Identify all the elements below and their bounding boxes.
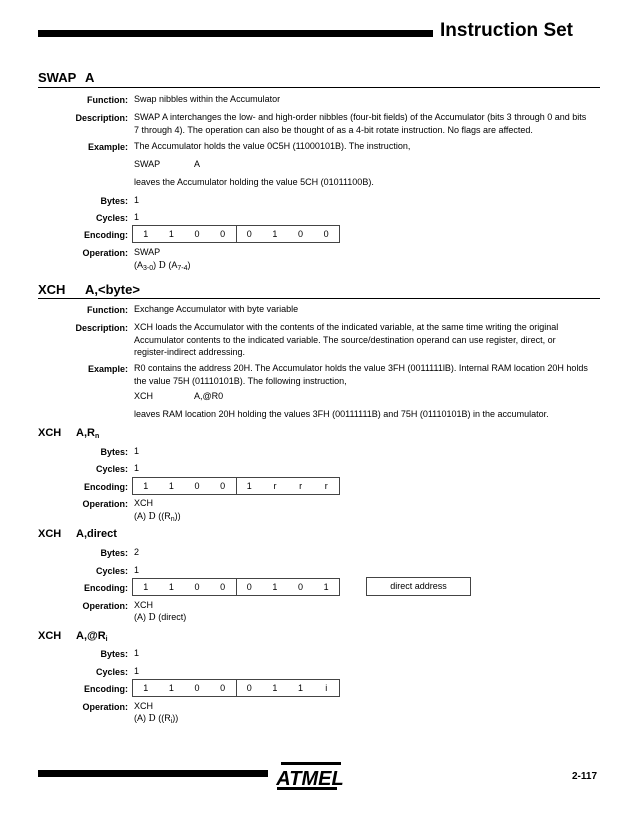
- encoding-bit: 0: [194, 582, 200, 592]
- swap-description: SWAP A interchanges the low- and high-order nibbles (four-bit fields) of the Accumulator (bits 3 through 0 and bits 7 through 4). The operation can also be thought of as a 4-bit rotate instruction. No flags are affected.: [134, 112, 587, 135]
- function-label: Function:: [87, 305, 128, 315]
- expr-part: ): [153, 260, 159, 270]
- xch-rn-operation-mnemonic: XCH: [134, 498, 154, 508]
- expr-part: (A): [134, 511, 149, 521]
- encoding-bit: 0: [236, 579, 263, 595]
- encoding-label: Encoding:: [84, 230, 128, 240]
- xch-example-code: [134, 390, 589, 403]
- encoding-bit: 0: [236, 226, 263, 242]
- cycles-label: Cycles:: [95, 667, 128, 677]
- expr-part: )): [172, 713, 179, 723]
- xch-direct-heading: [38, 528, 117, 540]
- xch-direct-operand: A,direct: [76, 528, 117, 540]
- logo-text: ATMEL: [276, 768, 344, 790]
- swap-heading: [38, 70, 95, 85]
- encoding-bit: 0: [298, 229, 304, 239]
- swap-example-result: leaves the Accumulator holding the value 5CH (01011100B).: [134, 177, 374, 187]
- swap-heading-operand: A: [85, 70, 95, 85]
- encoding-bit: 1: [168, 582, 174, 592]
- encoding-bit: i: [325, 683, 328, 693]
- xch-heading: [38, 282, 140, 297]
- bytes-label: Bytes:: [100, 196, 128, 206]
- expr-sub: n: [170, 516, 175, 523]
- encoding-bit: 1: [298, 683, 304, 693]
- xch-function: Exchange Accumulator with byte variable: [134, 304, 299, 314]
- encoding-bit: 0: [298, 582, 304, 592]
- code-mnemonic: SWAP: [134, 159, 161, 169]
- example-label: Example:: [87, 364, 128, 374]
- example-label: Example:: [87, 142, 128, 152]
- encoding-bit: 1: [168, 481, 174, 491]
- page-number: 2-117: [572, 771, 598, 782]
- cycles-label: Cycles:: [95, 566, 128, 576]
- expr-part: (direct): [155, 612, 187, 622]
- expr-part: ((R: [155, 713, 171, 723]
- cycles-label: Cycles:: [95, 464, 128, 474]
- xch-example-intro: R0 contains the address 20H. The Accumulator holds the value 3FH (0011111lB). Internal RAM location 20H holds the value 75H (01110101B). The following instruction,: [134, 363, 588, 386]
- swap-example-code: [134, 158, 589, 171]
- encoding-bit: 1: [168, 683, 174, 693]
- xch-heading-operand: A,<byte>: [85, 282, 140, 297]
- xch-rn-operation-expr: [134, 510, 589, 527]
- operation-label: Operation:: [82, 248, 128, 258]
- encoding-bit: 0: [323, 229, 329, 239]
- expr-part: (A: [165, 260, 178, 270]
- encoding-bit: 1: [272, 683, 278, 693]
- operation-label: Operation:: [82, 702, 128, 712]
- encoding-bit: 0: [220, 683, 226, 693]
- encoding-bit: 0: [194, 683, 200, 693]
- description-label: Description:: [75, 113, 128, 123]
- encoding-bit: 0: [194, 481, 200, 491]
- expr-sub: i: [170, 718, 173, 725]
- xch-heading-mnemonic: XCH: [38, 282, 66, 297]
- bytes-label: Bytes:: [100, 649, 128, 659]
- xch-ri-mnemonic: XCH: [38, 630, 62, 642]
- encoding-bit: r: [273, 481, 277, 491]
- swap-encoding: [132, 225, 340, 243]
- swap-bytes: 1: [134, 195, 140, 205]
- expr-part: (A): [134, 612, 149, 622]
- expr-part: (A: [134, 260, 143, 270]
- xch-ri-operation-mnemonic: XCH: [134, 701, 154, 711]
- encoding-bit: 1: [143, 582, 149, 592]
- encoding-bit: 1: [323, 582, 329, 592]
- swap-operation-mnemonic: SWAP: [134, 247, 161, 257]
- xch-rn-cycles: 1: [134, 463, 140, 473]
- operand-main: A,R: [76, 427, 95, 439]
- xch-direct-mnemonic: XCH: [38, 528, 62, 540]
- swap-function: Swap nibbles within the Accumulator: [134, 94, 281, 104]
- xch-ri-operation-expr: [134, 712, 589, 729]
- description-label: Description:: [75, 323, 128, 333]
- operand-sub: n: [94, 433, 100, 440]
- xch-direct-operation-mnemonic: XCH: [134, 600, 154, 610]
- swap-cycles: 1: [134, 212, 140, 222]
- bytes-label: Bytes:: [100, 548, 128, 558]
- encoding-bit: 0: [220, 229, 226, 239]
- operand-sub: i: [105, 636, 108, 643]
- encoding-label: Encoding:: [84, 684, 128, 694]
- operation-label: Operation:: [82, 499, 128, 509]
- section-rule: [38, 298, 600, 299]
- header-bar: [38, 30, 433, 37]
- atmel-logo: [275, 760, 345, 792]
- encoding-bit: 1: [272, 229, 278, 239]
- bytes-label: Bytes:: [100, 447, 128, 457]
- xch-direct-cycles: 1: [134, 565, 140, 575]
- xch-rn-operand: [76, 427, 99, 440]
- swap-operation-expr: [134, 259, 589, 276]
- encoding-label: Encoding:: [84, 482, 128, 492]
- xch-description: XCH loads the Accumulator with the contents of the indicated variable, at the same time writing the original Accumulator contents to the indicated variable. The source/destination operand can use register, direct, or register-indirect addressing.: [134, 322, 559, 357]
- encoding-bit: r: [299, 481, 303, 491]
- xch-rn-bytes: 1: [134, 446, 140, 456]
- xch-rn-heading: [38, 427, 100, 440]
- xch-direct-encoding: [132, 578, 340, 596]
- xch-ri-bytes: 1: [134, 648, 140, 658]
- expr-arrow: D: [148, 714, 156, 724]
- cycles-label: Cycles:: [95, 213, 128, 223]
- operand-main: A,@R: [76, 630, 106, 642]
- section-rule: [38, 87, 600, 88]
- code-mnemonic: XCH: [134, 391, 154, 401]
- swap-heading-mnemonic: SWAP: [38, 70, 77, 85]
- encoding-bit: 0: [220, 481, 226, 491]
- xch-example-result: leaves RAM location 20H holding the values 3FH (00111111B) and 75H (01110101B) in the accumulator.: [134, 409, 549, 419]
- expr-arrow: D: [158, 261, 166, 271]
- code-operand: A,@R0: [194, 391, 224, 401]
- expr-part: ((R: [155, 511, 171, 521]
- encoding-bit: 0: [194, 229, 200, 239]
- expr-part: ): [187, 260, 191, 270]
- xch-ri-heading: [38, 630, 108, 643]
- encoding-bit: 1: [236, 478, 263, 494]
- xch-rn-mnemonic: XCH: [38, 427, 62, 439]
- function-label: Function:: [87, 95, 128, 105]
- xch-ri-cycles: 1: [134, 666, 140, 676]
- page-title: Instruction Set: [440, 20, 574, 41]
- operation-label: Operation:: [82, 601, 128, 611]
- xch-ri-encoding: [132, 679, 340, 697]
- expr-arrow: D: [148, 512, 156, 522]
- encoding-label: Encoding:: [84, 583, 128, 593]
- xch-direct-bytes: 2: [134, 547, 140, 557]
- expr-sub: 3-0: [143, 265, 154, 272]
- encoding-bit: 1: [143, 229, 149, 239]
- swap-example-intro: The Accumulator holds the value 0C5H (11000101B). The instruction,: [134, 141, 411, 151]
- footer-bar: [38, 770, 268, 777]
- encoding-bit: 1: [143, 683, 149, 693]
- encoding-bit: 0: [236, 680, 263, 696]
- direct-address-box: direct address: [366, 577, 471, 596]
- expr-part: (A): [134, 713, 149, 723]
- code-operand: A: [194, 159, 201, 169]
- encoding-bit: 1: [272, 582, 278, 592]
- expr-part: )): [174, 511, 181, 521]
- encoding-bit: r: [324, 481, 328, 491]
- encoding-bit: 1: [143, 481, 149, 491]
- encoding-bit: 0: [220, 582, 226, 592]
- expr-sub: 7-4: [177, 265, 188, 272]
- encoding-bit: 1: [168, 229, 174, 239]
- expr-arrow: D: [148, 613, 156, 623]
- xch-rn-encoding: [132, 477, 340, 495]
- xch-ri-operand: [76, 630, 108, 643]
- xch-direct-operation-expr: [134, 611, 589, 625]
